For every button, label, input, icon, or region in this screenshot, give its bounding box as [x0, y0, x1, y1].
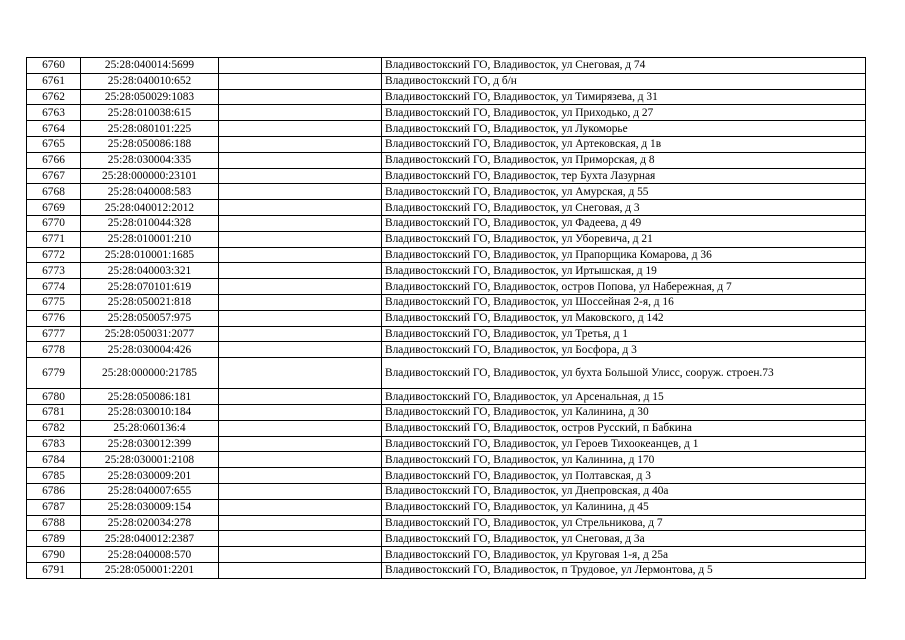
address-cell: Владивостокский ГО, Владивосток, ул Тимирязева, д 31: [382, 89, 866, 105]
address-cell: Владивостокский ГО, Владивосток, ул Калинина, д 170: [382, 452, 866, 468]
row-number-cell: 6774: [27, 279, 81, 295]
cadastral-number-cell: 25:28:030010:184: [81, 404, 219, 420]
table-row: [27, 326, 866, 342]
table-row: [27, 389, 866, 405]
empty-cell: [219, 231, 382, 247]
cadastral-number-cell: 25:28:020034:278: [81, 515, 219, 531]
address-cell: Владивостокский ГО, Владивосток, ул Лукоморье: [382, 121, 866, 137]
address-cell: Владивостокский ГО, Владивосток, тер Бухта Лазурная: [382, 168, 866, 184]
property-register-table: [26, 57, 866, 579]
empty-cell: [219, 263, 382, 279]
table-row: [27, 121, 866, 137]
address-cell: Владивостокский ГО, Владивосток, ул бухта Большой Улисс, сооруж. строен.73: [382, 358, 866, 389]
table-row: [27, 168, 866, 184]
row-number-cell: 6786: [27, 483, 81, 499]
cadastral-number-cell: 25:28:050029:1083: [81, 89, 219, 105]
row-number-cell: 6762: [27, 89, 81, 105]
row-number-cell: 6782: [27, 420, 81, 436]
cadastral-number-cell: 25:28:030004:426: [81, 342, 219, 358]
cadastral-number-cell: 25:28:030009:154: [81, 499, 219, 515]
empty-cell: [219, 168, 382, 184]
row-number-cell: 6763: [27, 105, 81, 121]
row-number-cell: 6769: [27, 200, 81, 216]
cadastral-number-cell: 25:28:000000:23101: [81, 168, 219, 184]
row-number-cell: 6789: [27, 531, 81, 547]
cadastral-number-cell: 25:28:060136:4: [81, 420, 219, 436]
row-number-cell: 6771: [27, 231, 81, 247]
address-cell: Владивостокский ГО, Владивосток, ул Днепровская, д 40а: [382, 483, 866, 499]
row-number-cell: 6785: [27, 468, 81, 484]
table-row: [27, 452, 866, 468]
table-row: [27, 58, 866, 74]
table-row: [27, 468, 866, 484]
empty-cell: [219, 121, 382, 137]
cadastral-number-cell: 25:28:040008:570: [81, 547, 219, 563]
address-cell: Владивостокский ГО, Владивосток, ул Артековская, д 1в: [382, 136, 866, 152]
cadastral-number-cell: 25:28:040007:655: [81, 483, 219, 499]
row-number-cell: 6772: [27, 247, 81, 263]
empty-cell: [219, 483, 382, 499]
empty-cell: [219, 389, 382, 405]
address-cell: Владивостокский ГО, Владивосток, остров Русский, п Бабкина: [382, 420, 866, 436]
address-cell: Владивостокский ГО, Владивосток, ул Круговая 1-я, д 25а: [382, 547, 866, 563]
address-cell: Владивостокский ГО, Владивосток, ул Полтавская, д 3: [382, 468, 866, 484]
empty-cell: [219, 136, 382, 152]
address-cell: Владивостокский ГО, Владивосток, ул Уборевича, д 21: [382, 231, 866, 247]
row-number-cell: 6770: [27, 215, 81, 231]
address-cell: Владивостокский ГО, Владивосток, ул Снеговая, д 3а: [382, 531, 866, 547]
row-number-cell: 6775: [27, 294, 81, 310]
empty-cell: [219, 294, 382, 310]
row-number-cell: 6764: [27, 121, 81, 137]
table-row: [27, 404, 866, 420]
row-number-cell: 6791: [27, 562, 81, 578]
address-cell: Владивостокский ГО, д б/н: [382, 73, 866, 89]
table-row: [27, 310, 866, 326]
empty-cell: [219, 105, 382, 121]
empty-cell: [219, 215, 382, 231]
cadastral-number-cell: 25:28:050086:188: [81, 136, 219, 152]
address-cell: Владивостокский ГО, Владивосток, ул Стрельникова, д 7: [382, 515, 866, 531]
row-number-cell: 6766: [27, 152, 81, 168]
address-cell: Владивостокский ГО, Владивосток, ул Приморская, д 8: [382, 152, 866, 168]
address-cell: Владивостокский ГО, Владивосток, ул Героев Тихоокеанцев, д 1: [382, 436, 866, 452]
table-row: [27, 184, 866, 200]
empty-cell: [219, 58, 382, 74]
table-row: [27, 215, 866, 231]
table-row: [27, 73, 866, 89]
cadastral-number-cell: 25:28:010038:615: [81, 105, 219, 121]
cadastral-number-cell: 25:28:030012:399: [81, 436, 219, 452]
address-cell: Владивостокский ГО, Владивосток, п Трудовое, ул Лермонтова, д 5: [382, 562, 866, 578]
address-cell: Владивостокский ГО, Владивосток, ул Шоссейная 2-я, д 16: [382, 294, 866, 310]
empty-cell: [219, 531, 382, 547]
table-row: [27, 231, 866, 247]
table-row: [27, 342, 866, 358]
table-row: [27, 105, 866, 121]
address-cell: Владивостокский ГО, Владивосток, ул Маковского, д 142: [382, 310, 866, 326]
row-number-cell: 6773: [27, 263, 81, 279]
table-row: [27, 263, 866, 279]
empty-cell: [219, 358, 382, 389]
empty-cell: [219, 515, 382, 531]
cadastral-number-cell: 25:28:030001:2108: [81, 452, 219, 468]
row-number-cell: 6787: [27, 499, 81, 515]
address-cell: Владивостокский ГО, Владивосток, ул Калинина, д 30: [382, 404, 866, 420]
row-number-cell: 6761: [27, 73, 81, 89]
row-number-cell: 6780: [27, 389, 81, 405]
table-row: [27, 89, 866, 105]
row-number-cell: 6760: [27, 58, 81, 74]
empty-cell: [219, 326, 382, 342]
cadastral-number-cell: 25:28:010001:1685: [81, 247, 219, 263]
table-row: [27, 531, 866, 547]
cadastral-number-cell: 25:28:040012:2387: [81, 531, 219, 547]
empty-cell: [219, 499, 382, 515]
table-row: [27, 562, 866, 578]
table-row: [27, 136, 866, 152]
address-cell: Владивостокский ГО, Владивосток, ул Третья, д 1: [382, 326, 866, 342]
empty-cell: [219, 152, 382, 168]
empty-cell: [219, 436, 382, 452]
empty-cell: [219, 342, 382, 358]
empty-cell: [219, 562, 382, 578]
address-cell: Владивостокский ГО, Владивосток, ул Иртышская, д 19: [382, 263, 866, 279]
table-row: [27, 247, 866, 263]
row-number-cell: 6765: [27, 136, 81, 152]
cadastral-number-cell: 25:28:040008:583: [81, 184, 219, 200]
cadastral-number-cell: 25:28:040012:2012: [81, 200, 219, 216]
table-row: [27, 152, 866, 168]
row-number-cell: 6783: [27, 436, 81, 452]
empty-cell: [219, 247, 382, 263]
empty-cell: [219, 547, 382, 563]
cadastral-number-cell: 25:28:050031:2077: [81, 326, 219, 342]
address-cell: Владивостокский ГО, Владивосток, ул Арсенальная, д 15: [382, 389, 866, 405]
cadastral-number-cell: 25:28:010044:328: [81, 215, 219, 231]
row-number-cell: 6790: [27, 547, 81, 563]
cadastral-number-cell: 25:28:050001:2201: [81, 562, 219, 578]
cadastral-number-cell: 25:28:040003:321: [81, 263, 219, 279]
table-body: [27, 58, 866, 579]
address-cell: Владивостокский ГО, Владивосток, ул Прапорщика Комарова, д 36: [382, 247, 866, 263]
table-row: [27, 294, 866, 310]
empty-cell: [219, 89, 382, 105]
address-cell: Владивостокский ГО, Владивосток, ул Калинина, д 45: [382, 499, 866, 515]
empty-cell: [219, 404, 382, 420]
cadastral-number-cell: 25:28:030009:201: [81, 468, 219, 484]
row-number-cell: 6778: [27, 342, 81, 358]
cadastral-number-cell: 25:28:080101:225: [81, 121, 219, 137]
cadastral-number-cell: 25:28:010001:210: [81, 231, 219, 247]
row-number-cell: 6768: [27, 184, 81, 200]
row-number-cell: 6781: [27, 404, 81, 420]
cadastral-number-cell: 25:28:040010:652: [81, 73, 219, 89]
cadastral-number-cell: 25:28:030004:335: [81, 152, 219, 168]
table-row: [27, 358, 866, 389]
table-row: [27, 420, 866, 436]
address-cell: Владивостокский ГО, Владивосток, ул Фадеева, д 49: [382, 215, 866, 231]
cadastral-number-cell: 25:28:070101:619: [81, 279, 219, 295]
row-number-cell: 6777: [27, 326, 81, 342]
empty-cell: [219, 73, 382, 89]
row-number-cell: 6779: [27, 358, 81, 389]
address-cell: Владивостокский ГО, Владивосток, остров Попова, ул Набережная, д 7: [382, 279, 866, 295]
table-row: [27, 483, 866, 499]
empty-cell: [219, 452, 382, 468]
table-row: [27, 200, 866, 216]
empty-cell: [219, 200, 382, 216]
table-row: [27, 547, 866, 563]
cadastral-number-cell: 25:28:050086:181: [81, 389, 219, 405]
table-row: [27, 279, 866, 295]
row-number-cell: 6776: [27, 310, 81, 326]
empty-cell: [219, 279, 382, 295]
table-row: [27, 515, 866, 531]
row-number-cell: 6784: [27, 452, 81, 468]
cadastral-number-cell: 25:28:000000:21785: [81, 358, 219, 389]
address-cell: Владивостокский ГО, Владивосток, ул Босфора, д 3: [382, 342, 866, 358]
cadastral-number-cell: 25:28:050021:818: [81, 294, 219, 310]
address-cell: Владивостокский ГО, Владивосток, ул Приходько, д 27: [382, 105, 866, 121]
row-number-cell: 6788: [27, 515, 81, 531]
row-number-cell: 6767: [27, 168, 81, 184]
empty-cell: [219, 420, 382, 436]
empty-cell: [219, 310, 382, 326]
empty-cell: [219, 468, 382, 484]
cadastral-number-cell: 25:28:050057:975: [81, 310, 219, 326]
table-row: [27, 436, 866, 452]
address-cell: Владивостокский ГО, Владивосток, ул Снеговая, д 3: [382, 200, 866, 216]
address-cell: Владивостокский ГО, Владивосток, ул Снеговая, д 74: [382, 58, 866, 74]
address-cell: Владивостокский ГО, Владивосток, ул Амурская, д 55: [382, 184, 866, 200]
empty-cell: [219, 184, 382, 200]
cadastral-number-cell: 25:28:040014:5699: [81, 58, 219, 74]
table-row: [27, 499, 866, 515]
